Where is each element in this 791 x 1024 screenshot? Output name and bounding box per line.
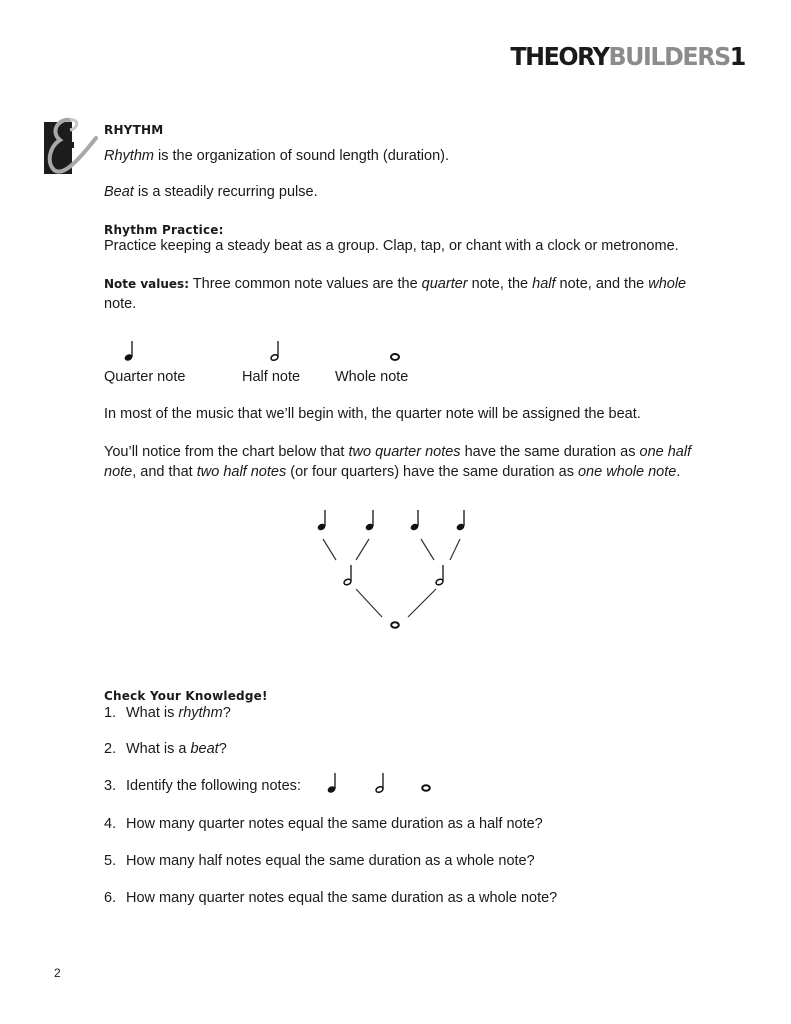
question-text: What is xyxy=(126,705,179,721)
half-note-icon xyxy=(268,340,282,362)
emphasis: two quarter notes xyxy=(348,444,461,460)
brand-builders: BUILDERS xyxy=(608,42,730,71)
text: note. xyxy=(104,296,137,312)
quarter-note-icon xyxy=(410,510,420,531)
term-rhythm: Rhythm xyxy=(104,148,154,164)
text: Three common note values are the xyxy=(189,276,422,292)
half-note-icon xyxy=(373,772,387,794)
half-note-label: Half note xyxy=(242,369,301,385)
emphasis: one whole note xyxy=(577,464,677,480)
note-values-paragraph xyxy=(104,274,744,314)
question-3 xyxy=(104,776,301,796)
text: have the same duration as xyxy=(460,444,640,460)
chart-explanation-paragraph xyxy=(104,442,744,482)
emphasis: rhythm xyxy=(178,705,223,721)
emphasis: two half notes xyxy=(196,464,287,480)
question-5 xyxy=(104,851,535,871)
question-number: 6. xyxy=(104,890,117,906)
question-number: 3. xyxy=(104,778,117,794)
page-number: 2 xyxy=(54,966,61,980)
text: note, the xyxy=(467,276,533,292)
quarter-note-icon xyxy=(325,772,339,794)
emphasis: beat xyxy=(190,741,219,757)
whole-note-icon xyxy=(420,783,432,793)
beat-assignment-paragraph: In most of the music that we’ll begin with, the quarter note will be assigned the beat. xyxy=(104,406,641,422)
quarter-note-label: Quarter note xyxy=(104,369,186,385)
text: (or four quarters) have the same duration as xyxy=(286,464,578,480)
term-quarter: quarter xyxy=(421,276,468,292)
half-note-icon xyxy=(343,565,352,586)
term-whole: whole xyxy=(648,276,687,292)
quarter-note-icon xyxy=(456,510,466,531)
quarter-note-icon xyxy=(122,340,136,362)
question-4 xyxy=(104,814,543,834)
question-text: How many quarter notes equal the same duration as a whole note? xyxy=(126,890,558,906)
whole-note-icon xyxy=(389,352,401,362)
text: , and that xyxy=(132,464,197,480)
term-beat: Beat xyxy=(104,184,134,200)
term-half: half xyxy=(532,276,556,292)
question-number: 5. xyxy=(104,853,117,869)
question-text: How many quarter notes equal the same duration as a half note? xyxy=(126,816,543,832)
section-title: RHYTHM xyxy=(104,123,164,137)
question-text: How many half notes equal the same duration as a whole note? xyxy=(126,853,535,869)
question-6 xyxy=(104,888,557,908)
question-number: 2. xyxy=(104,741,117,757)
check-knowledge-heading: Check Your Knowledge! xyxy=(104,689,268,703)
definition-text: is a steadily recurring pulse. xyxy=(133,184,318,200)
emphasis: note xyxy=(104,464,133,480)
rhythm-practice-heading: Rhythm Practice: xyxy=(104,223,224,237)
series-title xyxy=(510,44,745,69)
question-text: ? xyxy=(218,741,227,757)
note-value-tree-diagram xyxy=(300,505,490,635)
quarter-note-icon xyxy=(365,510,375,531)
question-1 xyxy=(104,703,231,723)
question-number: 1. xyxy=(104,705,117,721)
brand-theory: THEORY xyxy=(510,42,609,71)
rhythm-practice-text: Practice keeping a steady beat as a group. Clap, tap, or chant with a clock or metronome. xyxy=(104,238,679,254)
question-number: 4. xyxy=(104,816,117,832)
question-text: What is a xyxy=(126,741,191,757)
beat-definition xyxy=(104,182,318,202)
text: You’ll notice from the chart below that xyxy=(104,444,349,460)
text: . xyxy=(676,464,681,480)
text: note, and the xyxy=(555,276,649,292)
quarter-note-icon xyxy=(317,510,327,531)
whole-note-icon xyxy=(391,622,399,628)
emphasis: one half xyxy=(639,444,692,460)
calligraphic-e-logo-icon xyxy=(40,116,98,176)
question-text: ? xyxy=(222,705,231,721)
whole-note-label: Whole note xyxy=(335,369,409,385)
question-text: Identify the following notes: xyxy=(126,778,301,794)
brand-number: 1 xyxy=(729,42,745,71)
definition-text: is the organization of sound length (duration). xyxy=(153,148,449,164)
half-note-icon xyxy=(435,565,444,586)
question-2 xyxy=(104,739,227,759)
note-values-label: Note values: xyxy=(104,277,189,291)
rhythm-definition xyxy=(104,146,449,166)
